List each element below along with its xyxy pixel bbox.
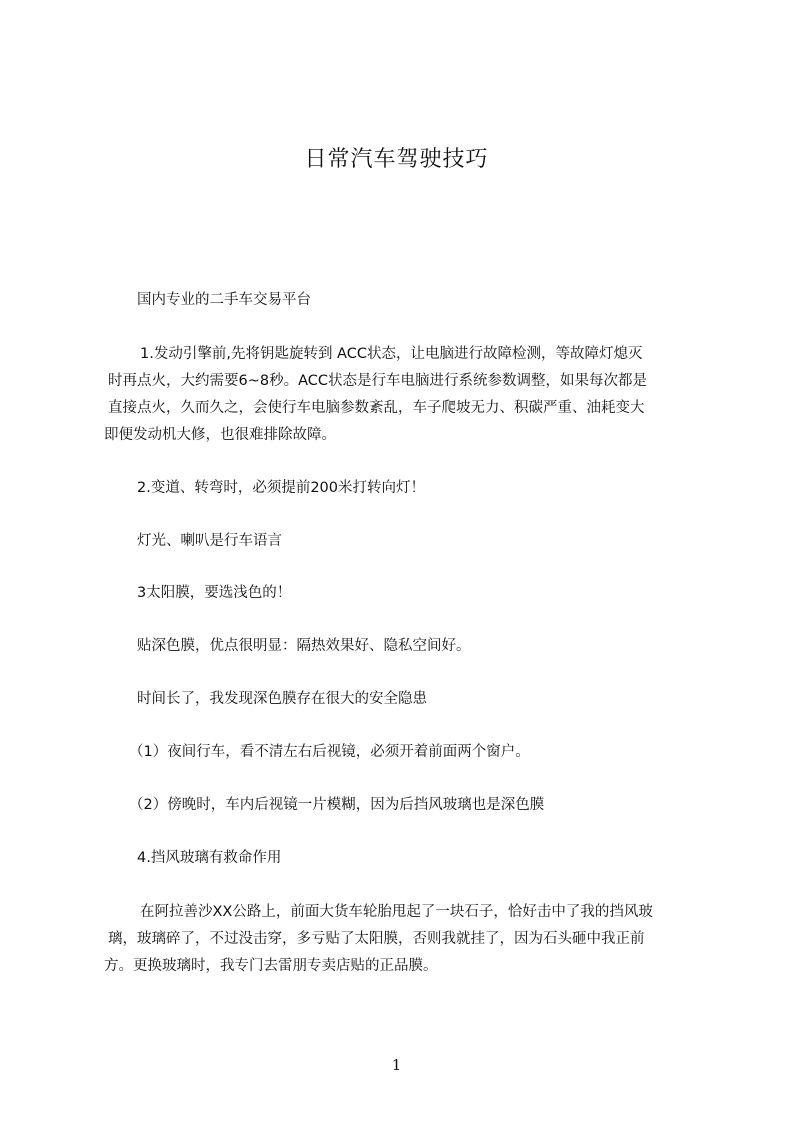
paragraph-dusk: （2）傍晚时，车内后视镜一片模糊，因为后挡风玻璃也是深色膜 <box>129 797 545 813</box>
paragraph-platform: 国内专业的二手车交易平台 <box>137 292 311 308</box>
document-title: 日常汽车驾驶技巧 <box>304 147 489 172</box>
page-number: 1 <box>391 1056 402 1074</box>
paragraph-sun-film: 3太阳膜，要选浅色的！ <box>137 585 292 601</box>
paragraph-engine-line-1: 1.发动引擎前,先将钥匙旋转到 ACC状态，让电脑进行故障检测，等故障灯熄灭 <box>140 346 643 362</box>
paragraph-turn-signal: 2.变道、转弯时，必须提前200米打转向灯！ <box>137 480 426 496</box>
paragraph-windshield: 4.挡风玻璃有救命作用 <box>137 850 282 866</box>
paragraph-engine-line-3: 直接点火，久而久之，会使行车电脑参数紊乱，车子爬坡无力、积碳严重、油耗变大 <box>108 400 645 416</box>
paragraph-lights-horn: 灯光、喇叭是行车语言 <box>137 533 282 549</box>
paragraph-night-driving: （1）夜间行车，看不清左右后视镜，必须开着前面两个窗户。 <box>129 744 530 760</box>
paragraph-engine-line-4: 即便发动机大修，也很难排除故障。 <box>104 427 336 443</box>
paragraph-dark-film: 贴深色膜，优点很明显：隔热效果好、隐私空间好。 <box>137 638 471 654</box>
paragraph-story-line-1: 在阿拉善沙XX公路上，前面大货车轮胎甩起了一块石子，恰好击中了我的挡风玻 <box>140 904 653 920</box>
paragraph-story-line-2: 璃，玻璃碎了，不过没击穿，多亏贴了太阳膜，否则我就挂了，因为石头砸中我正前 <box>108 931 645 947</box>
paragraph-engine-line-2: 时再点火，大约需要6~8秒。ACC状态是行车电脑进行系统参数调整，如果每次都是 <box>108 373 648 389</box>
paragraph-hazard: 时间长了，我发现深色膜存在很大的安全隐患 <box>137 691 427 707</box>
paragraph-story-line-3: 方。更换玻璃时，我专门去雷朋专卖店贴的正品膜。 <box>104 958 438 974</box>
